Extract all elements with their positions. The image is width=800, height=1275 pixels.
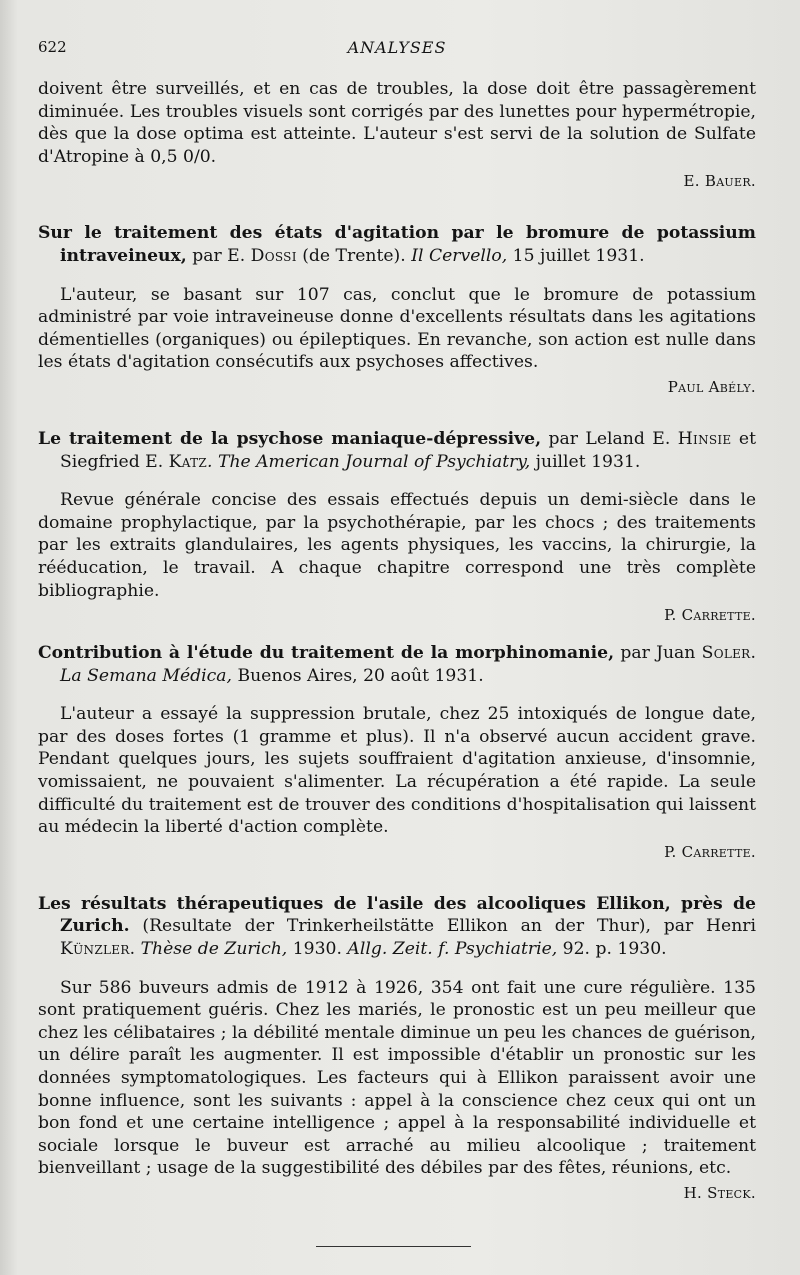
review-4-by: (Resultate der Trinkerheilstätte Ellikon an der Thur), par Henri bbox=[129, 916, 756, 937]
running-head: ANALYSES bbox=[347, 38, 447, 57]
review-2-author2: Katz bbox=[168, 451, 208, 472]
intro-text: doivent être surveillés, et en cas de troubles, la dose doit être passagèrement diminuée. Les troubles visuels sont corrigés par des lunettes pour hypermétropie, dès que la dose optima est atteinte. L'auteur s'est servi de la solution de Sulfate d'Atropine à 0,5 0/0. bbox=[38, 79, 756, 167]
review-1-author: Dossi bbox=[250, 245, 297, 266]
review-1-author-note: (de Trente). bbox=[296, 245, 412, 266]
review-4-details: 1930. bbox=[287, 939, 348, 960]
review-2-title-text: Le traitement de la psychose maniaque-dépressive, bbox=[38, 428, 542, 449]
review-3-journal: La Semana Médica, bbox=[60, 665, 233, 686]
review-3-title-text: Contribution à l'étude du traitement de la morphinomanie, bbox=[38, 643, 615, 664]
review-1-title-text: Sur le traitement des états d'agitation par le bromure de potassium intraveineux, bbox=[38, 223, 756, 266]
footer-rule bbox=[316, 1246, 471, 1247]
review-4-signature: H. Steck. bbox=[683, 1183, 756, 1202]
review-4-title-text: Les résultats thérapeutiques de l'asile des alcooliques Ellikon, près de Zurich. bbox=[38, 893, 756, 937]
review-2-title bbox=[38, 428, 756, 473]
review-3-author: Soler bbox=[701, 643, 751, 664]
review-4-journal2: Allg. Zeit. f. Psychiatrie, bbox=[347, 939, 558, 960]
review-2-signature: P. Carrette. bbox=[664, 606, 756, 625]
review-2-body: Revue générale concise des essais effectués depuis un demi-siècle dans le domaine prophylactique, par la psychothérapie, par les chocs ; des traitements par les extraits glandulaires, les agents physiques, les vaccins, la chirurgie, la rééducation, le travail. A chaque chapitre correspond une très complète bibliographie. bbox=[38, 490, 756, 601]
review-1-details: 15 juillet 1931. bbox=[507, 245, 645, 266]
review-4-author-note: . bbox=[129, 939, 141, 960]
review-1-by: par E. bbox=[186, 245, 251, 266]
review-2-by: par Leland E. bbox=[541, 428, 678, 449]
review-3-details: Buenos Aires, 20 août 1931. bbox=[232, 665, 484, 686]
review-3-body: L'auteur a essayé la suppression brutale, chez 25 intoxiqués de longue date, par des doses fortes (1 gramme et plus). Il n'a observé aucun accident grave. Pendant quelques jours, les sujets souffraient d'agitation anxieuse, d'insomnie, vomissaient, ne pouvaient s'alimenter. La récupération a été rapide. La seule difficulté du traitement est de trouver des conditions d'hospitalisation qui laissent au médecin la liberté d'action complète. bbox=[38, 704, 756, 838]
review-2-author: Hinsie bbox=[677, 428, 732, 449]
review-1 bbox=[38, 222, 756, 398]
review-4-title bbox=[38, 893, 756, 961]
review-3-signature: P. Carrette. bbox=[664, 842, 756, 861]
review-3 bbox=[38, 642, 756, 863]
review-4-details2: 92. p. 1930. bbox=[557, 939, 667, 960]
review-4-body: Sur 586 buveurs admis de 1912 à 1926, 354 ont fait une cure régulière. 135 sont pratiquement guéris. Chez les mariés, le pronostic est un peu meilleur que chez les célibataires ; la débilité mentale diminue un peu les chances de guérison, un délire paraît les augmenter. Il est impossible d'établir un pronostic sur les données symptomatologiques. Les facteurs qui à Ellikon paraissent avoir une bonne influence, sont les suivants : appel à la conscience chez ceux qui ont un bon fond et une certaine intelligence ; appel à la responsabilité individuelle et sociale lorsque le buveur est arraché au milieu alcoolique ; traitement bienveillant ; usage de la suggestibilité des débiles par des fêtes, réunions, etc. bbox=[38, 977, 756, 1179]
review-1-signature: Paul Abély. bbox=[667, 377, 756, 396]
review-3-by: par Juan bbox=[614, 643, 702, 664]
review-4-author: Künzler bbox=[60, 939, 130, 960]
review-4-journal: Thèse de Zurich, bbox=[140, 939, 288, 960]
review-1-journal: Il Cervello, bbox=[411, 245, 508, 266]
review-2 bbox=[38, 428, 756, 626]
intro-signature: E. Bauer. bbox=[683, 172, 756, 191]
review-1-title bbox=[38, 222, 756, 267]
review-1-body: L'auteur, se basant sur 107 cas, conclut que le bromure de potassium administré par voie intraveineuse donne d'excellents résultats dans les agitations démentielles (organiques) ou épileptiques. En revanche, son action est nulle dans les états d'agitation consécutifs aux psychoses affectives. bbox=[38, 284, 756, 373]
review-2-author-note: et Siegfried E. bbox=[60, 428, 757, 472]
review-3-author-note: . bbox=[750, 643, 756, 664]
review-2-details: juillet 1931. bbox=[530, 451, 641, 472]
page-number: 622 bbox=[38, 38, 67, 56]
review-4 bbox=[38, 893, 756, 1204]
intro-continuation bbox=[38, 78, 756, 192]
review-2-journal: . The American Journal of Psychiatry, bbox=[207, 451, 531, 472]
page-header bbox=[38, 38, 756, 78]
review-3-title bbox=[38, 642, 756, 687]
